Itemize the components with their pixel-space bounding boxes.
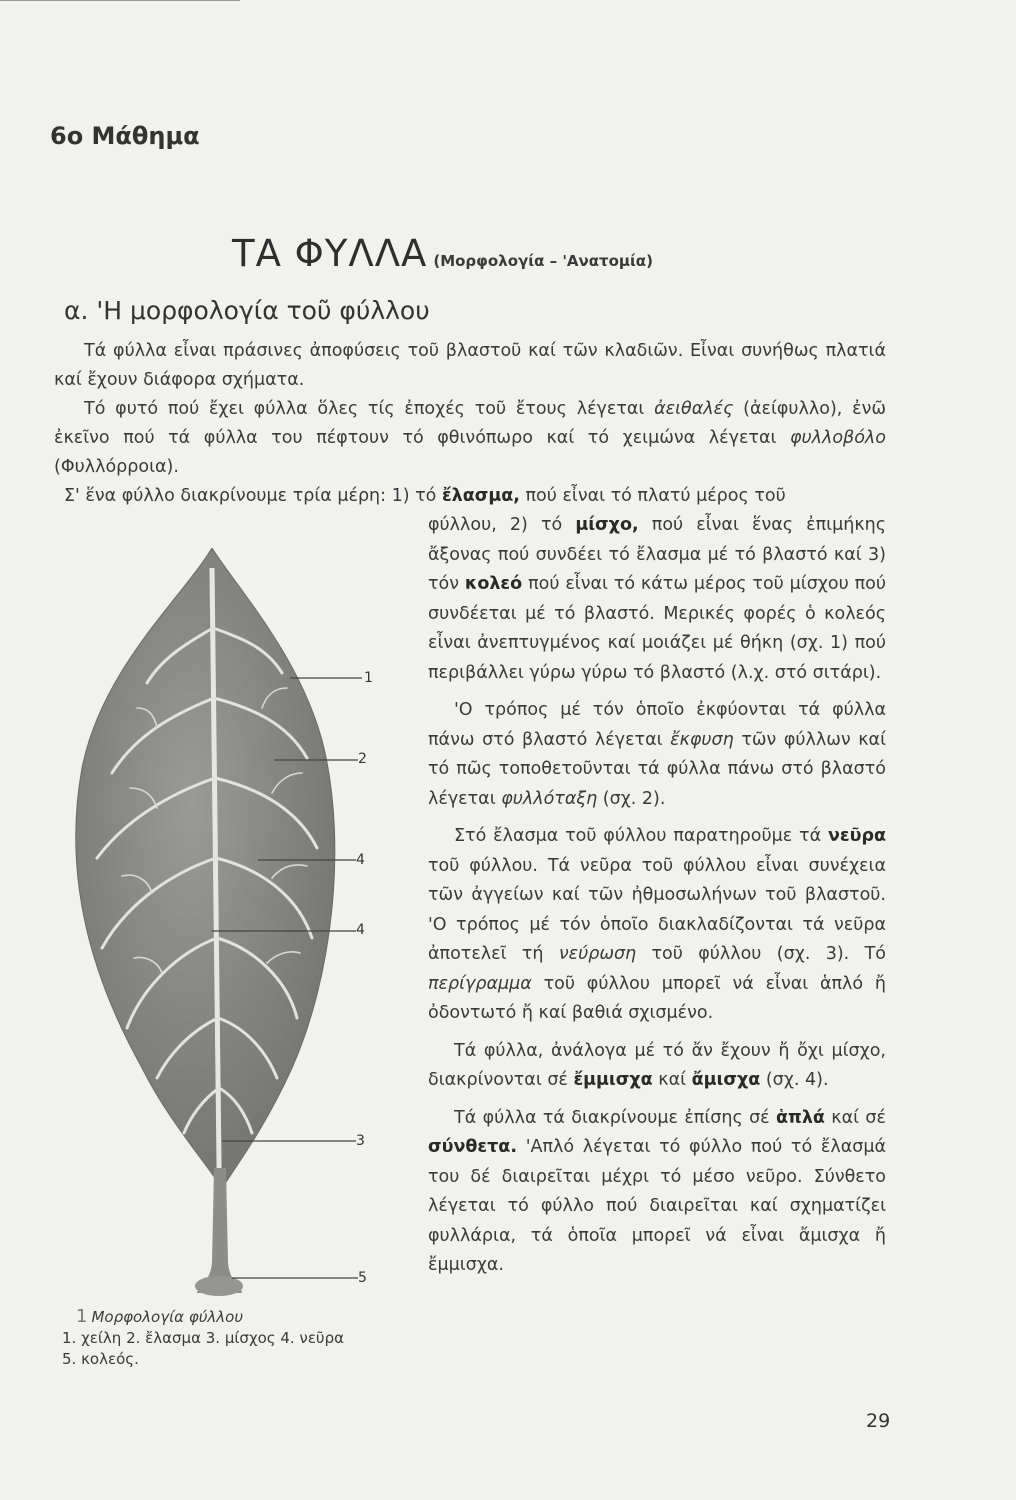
paragraph-3-rest: φύλλου, 2) τό μίσχο, πού εἶναι ἕνας ἐπιμήκης ἄξονας πού συνδέει τό ἔλασμα μέ τό βλαστό καί 3) τόν κολεό πού εἶναι τό κάτω μέρος τοῦ μίσχου πού συνδέεται μέ τό βλαστό. Μερικές φορές ὁ κολεός εἶναι ἀνεπτυγμένος καί μοιάζει μέ θήκη (σχ. 1) πού περιβάλλει γύρω γύρω τό βλαστό (λ.χ. στό σιτάρι). — [428, 515, 886, 683]
caption-title: Μορφολογία φύλλου — [91, 1308, 244, 1326]
chapter-title — [232, 232, 653, 275]
lesson-heading: 6ο Μάθημα — [50, 122, 200, 150]
chapter-title-sub: (Μορφολογία – 'Ανατομία) — [433, 252, 653, 270]
figure-caption — [62, 1306, 345, 1370]
p7-text-b: καί σέ — [824, 1107, 886, 1128]
term-petiolate: ἔμμισχα — [573, 1070, 653, 1090]
term-evergreen: ἀειθαλές — [654, 399, 734, 419]
leaf-illustration — [62, 548, 382, 1298]
paragraph-1 — [54, 337, 886, 395]
term-petiole: μίσχο, — [575, 515, 639, 535]
paragraph-4 — [428, 696, 886, 814]
term-emergence: ἔκφυση — [670, 729, 734, 750]
p3-text-b: πού εἶναι ἕνας ἐπιμήκης ἄξονας πού συνδέει τό ἔλασμα μέ τό βλαστό καί 3) τόν — [428, 515, 886, 594]
p3-text-c: πού εἶναι τό κάτω μέρος τοῦ μίσχου πού συνδέεται μέ τό βλαστό. Μερικές φορές ὁ κολεός εἶναι ἀνεπτυγμένος καί μοιάζει μέ θήκη (σχ. 1) πού περιβάλλει γύρω γύρω τό βλαστό (λ.χ. στό σιτάρι). — [428, 574, 886, 683]
term-blade: ἔλασμα, — [441, 486, 520, 506]
paragraph-7 — [428, 1104, 886, 1281]
term-compound: σύνθετα. — [428, 1137, 517, 1157]
term-sessile: ἄμισχα — [691, 1070, 761, 1090]
term-venation: νεύρωση — [558, 944, 637, 964]
paragraph-5 — [428, 822, 886, 1029]
leaf-sheath — [195, 1276, 243, 1296]
p3-lead-tail: πού εἶναι τό πλατύ μέρος τοῦ — [519, 486, 786, 506]
page-number: 29 — [866, 1410, 891, 1432]
p6-text-a: Τά φύλλα, ἀνάλογα μέ τό ἄν ἔχουν ἤ ὄχι μίσχο, διακρίνονται σέ — [428, 1040, 886, 1090]
p5-text-d: τοῦ φύλλου μπορεῖ νά εἶναι ἁπλό ἤ ὀδοντωτό ἤ καί βαθιά σχισμένο. — [428, 973, 886, 1023]
caption-number: 1 — [76, 1306, 88, 1327]
p5-text-b: τοῦ φύλλου. Τά νεῦρα τοῦ φύλλου εἶναι συνέχεια τῶν ἀγγείων καί τῶν ἠθμοσωλήνων τοῦ βλαστοῦ. 'Ο τρόπος μέ τόν ὁποῖο διακλαδίζονται τά νεῦρα ἀποτελεῖ τή — [428, 855, 886, 964]
figure-label-4b: 4 — [356, 922, 365, 938]
leaf-blade — [76, 548, 335, 1188]
p4-text-a: 'Ο τρόπος μέ τόν ὁποῖο ἐκφύονται τά φύλλα πάνω στό βλαστό λέγεται — [428, 700, 886, 750]
term-margin: περίγραμμα — [428, 973, 532, 994]
p5-text-c: τοῦ φύλλου (σχ. 3). Τό — [636, 944, 886, 964]
p7-text-c: 'Απλό λέγεται τό φύλλο πού τό ἔλασμά του δέ διαιρεῖται μέχρι τό μέσο νεῦρο. Σύνθετο λέγεται τό φύλλο πού διαιρεῖται καί σχηματίζει φυλλάρια, τά ὁποῖα μπορεῖ νά εἶναι ἄμισχα ἤ ἔμμισχα. — [428, 1137, 886, 1275]
figure-label-2: 2 — [358, 751, 367, 767]
caption-line-1: 1. χείλη 2. ἔλασμα 3. μίσχος 4. νεῦρα — [62, 1329, 345, 1347]
p1-text: Τά φύλλα εἶναι πράσινες ἀποφύσεις τοῦ βλαστοῦ καί τῶν κλαδιῶν. Εἶναι συνήθως πλατιά καί ἔχουν διάφορα σχήματα. — [54, 341, 886, 390]
p2-text-b: (ἀείφυλλο), ἐνῶ ἐκεῖνο πού τά φύλλα του πέφτουν τό φθινόπωρο καί τό χειμώνα λέγεται — [54, 399, 886, 448]
leaf-petiole — [197, 1168, 242, 1293]
paragraph-3-lead — [64, 482, 886, 511]
p6-text-c: (σχ. 4). — [760, 1070, 829, 1090]
section-heading: α. 'Η μορφολογία τοῦ φύλλου — [64, 296, 430, 325]
term-veins: νεῦρα — [827, 826, 886, 846]
right-column — [428, 511, 886, 1281]
caption-line-2: 5. κολεός. — [62, 1350, 139, 1368]
p2-text-a: Τό φυτό πού ἔχει φύλλα ὅλες τίς ἐποχές τοῦ ἔτους λέγεται — [84, 399, 655, 419]
figure-label-3: 3 — [356, 1133, 365, 1149]
paragraph-6 — [428, 1037, 886, 1096]
p6-text-b: καί — [652, 1070, 692, 1090]
p5-text-a: Στό ἔλασμα τοῦ φύλλου παρατηροῦμε τά — [454, 826, 828, 846]
p2-text-c: (Φυλλόρροια). — [54, 457, 179, 477]
chapter-title-main: ΤΑ ΦΥΛΛΑ — [232, 232, 428, 275]
term-deciduous: φυλλοβόλο — [789, 428, 886, 448]
figure-label-5: 5 — [358, 1270, 367, 1286]
top-rule — [0, 0, 240, 1]
p4-text-c: (σχ. 2). — [597, 788, 666, 809]
p7-text-a: Τά φύλλα τά διακρίνουμε ἐπίσης σέ — [454, 1107, 776, 1128]
paragraph-2 — [54, 395, 886, 482]
term-simple: ἁπλά — [775, 1107, 825, 1128]
figure-label-4a: 4 — [356, 852, 365, 868]
term-sheath: κολεό — [464, 574, 523, 594]
p4-text-b: τῶν φύλλων καί τό πῶς τοποθετοῦνται τά φύλλα πάνω στό βλαστό λέγεται — [428, 729, 886, 809]
term-phyllotaxis: φυλλόταξη — [501, 788, 598, 809]
p3-lead: Σ' ἕνα φύλλο διακρίνουμε τρία μέρη: 1) τό — [64, 486, 442, 506]
figure-label-1: 1 — [364, 670, 373, 686]
